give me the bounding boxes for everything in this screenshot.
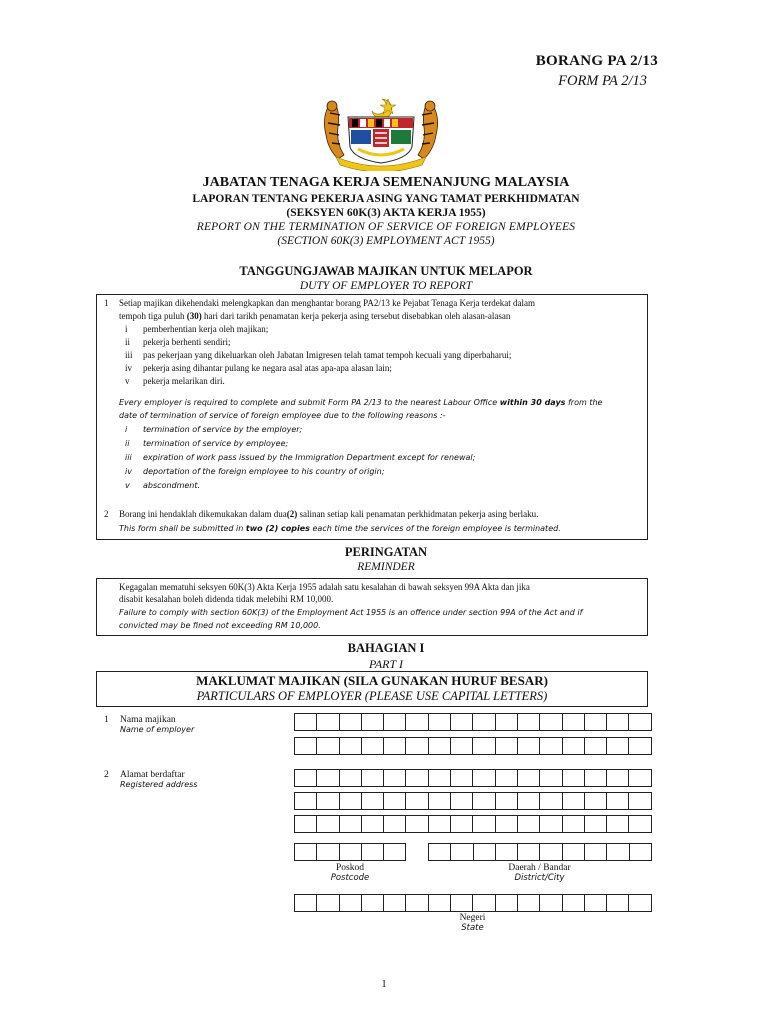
character-cell[interactable]: [585, 769, 607, 787]
character-cell[interactable]: [607, 843, 629, 861]
character-cell[interactable]: [473, 894, 495, 912]
reminder-line4: convicted may be fined not exceeding RM 10,000.: [119, 621, 321, 630]
character-cell[interactable]: [607, 713, 629, 731]
character-cell[interactable]: [518, 843, 540, 861]
character-cell[interactable]: [518, 894, 540, 912]
reason-number: iv: [125, 363, 133, 373]
character-cell[interactable]: [607, 792, 629, 810]
character-cell[interactable]: [340, 843, 362, 861]
character-cell[interactable]: [429, 843, 451, 861]
character-cell[interactable]: [563, 713, 585, 731]
character-cell[interactable]: [540, 769, 562, 787]
state-caption: Negeri State: [459, 913, 486, 933]
character-cell[interactable]: [340, 815, 362, 833]
character-cell[interactable]: [362, 792, 384, 810]
employer-name-label: Nama majikan Name of employer: [120, 715, 195, 734]
character-cell[interactable]: [429, 713, 451, 731]
character-cell[interactable]: [429, 815, 451, 833]
duty-heading: TANGGUNGJAWAB MAJIKAN UNTUK MELAPOR: [239, 264, 533, 278]
character-cell[interactable]: [384, 792, 406, 810]
registered-address-label: Alamat berdaftar Registered address: [120, 770, 198, 789]
character-cell[interactable]: [317, 792, 339, 810]
district-caption: Daerah / Bandar District/City: [508, 863, 571, 883]
character-cell[interactable]: [362, 769, 384, 787]
reminder-box: [96, 578, 648, 636]
character-cell[interactable]: [406, 713, 428, 731]
character-cell[interactable]: [317, 843, 339, 861]
character-cell[interactable]: [540, 737, 562, 755]
field-number: 1: [104, 715, 109, 725]
character-cell[interactable]: [317, 737, 339, 755]
character-cell[interactable]: [585, 737, 607, 755]
character-cell[interactable]: [295, 713, 317, 731]
reminder-line1: Kegagalan mematuhi seksyen 60K(3) Akta Kerja 1955 adalah satu kesalahan di bawah seksyen 99A Akta dan jika: [119, 582, 530, 592]
address-row-1[interactable]: [294, 769, 652, 787]
reason-number: iii: [125, 453, 132, 462]
character-cell[interactable]: [496, 737, 518, 755]
character-cell[interactable]: [607, 769, 629, 787]
reason-number: v: [125, 376, 130, 386]
tiger-right-icon: [418, 101, 438, 159]
character-cell[interactable]: [451, 769, 473, 787]
character-cell[interactable]: [563, 737, 585, 755]
character-cell[interactable]: [451, 815, 473, 833]
character-cell[interactable]: [451, 894, 473, 912]
reason-item-ms: pekerja berhenti sendiri;: [143, 337, 231, 347]
duty-heading-en: DUTY OF EMPLOYER TO REPORT: [299, 280, 473, 292]
reason-item-en: termination of service by employee;: [143, 439, 289, 448]
character-cell[interactable]: [362, 737, 384, 755]
item-number: 1: [104, 298, 109, 308]
character-cell[interactable]: [384, 769, 406, 787]
character-cell[interactable]: [406, 769, 428, 787]
character-cell[interactable]: [629, 792, 651, 810]
particulars-title: MAKLUMAT MAJIKAN (SILA GUNAKAN HURUF BESAR): [196, 673, 548, 688]
item2-text-en: This form shall be submitted in two (2) copies each time the services of the foreign employee is terminated.: [119, 524, 561, 533]
character-cell[interactable]: [473, 815, 495, 833]
reason-item-ms: pas pekerjaan yang dikeluarkan oleh Jabatan Imigresen telah tamat tempoh kecuali yang diperbaharui;: [143, 350, 512, 360]
character-cell[interactable]: [473, 713, 495, 731]
malaysia-coat-of-arms-icon: [318, 97, 444, 171]
character-cell[interactable]: [563, 843, 585, 861]
field-number: 2: [104, 770, 109, 780]
reason-number: iv: [125, 467, 132, 476]
reason-number: i: [125, 324, 128, 334]
character-cell[interactable]: [429, 769, 451, 787]
form-code: BORANG PA 2/13: [535, 53, 658, 69]
character-cell[interactable]: [384, 737, 406, 755]
employer-name-row-1[interactable]: [294, 713, 652, 731]
reason-number: i: [125, 425, 128, 434]
character-cell[interactable]: [384, 713, 406, 731]
reminder-heading: PERINGATAN: [344, 545, 428, 559]
character-cell[interactable]: [563, 815, 585, 833]
character-cell[interactable]: [607, 894, 629, 912]
employer-name-row-2[interactable]: [294, 737, 652, 755]
character-cell[interactable]: [518, 713, 540, 731]
character-cell[interactable]: [585, 792, 607, 810]
form-code-en: FORM PA 2/13: [558, 73, 647, 89]
item1-en-line1: Every employer is required to complete and submit Form PA 2/13 to the nearest Labour Office within 30 days from the: [119, 398, 603, 407]
character-cell[interactable]: [474, 843, 496, 861]
character-cell[interactable]: [518, 769, 540, 787]
character-cell[interactable]: [406, 737, 428, 755]
item-number: 2: [104, 509, 109, 519]
character-cell[interactable]: [295, 737, 317, 755]
section-ref-ms: (SEKSYEN 60K(3) AKTA KERJA 1955): [286, 207, 486, 219]
character-cell[interactable]: [473, 769, 495, 787]
character-cell[interactable]: [295, 815, 317, 833]
reminder-line3: Failure to comply with section 60K(3) of the Employment Act 1955 is an offence under section 99A of the Act and if: [119, 608, 583, 617]
character-cell[interactable]: [429, 737, 451, 755]
reason-item-en: abscondment.: [143, 481, 201, 490]
character-cell[interactable]: [540, 815, 562, 833]
character-cell[interactable]: [340, 792, 362, 810]
character-cell[interactable]: [540, 792, 562, 810]
character-cell[interactable]: [585, 894, 607, 912]
character-cell[interactable]: [630, 843, 652, 861]
character-cell[interactable]: [496, 792, 518, 810]
character-cell[interactable]: [585, 713, 607, 731]
reason-number: ii: [125, 439, 130, 448]
character-cell[interactable]: [496, 769, 518, 787]
part-heading-en: PART I: [369, 657, 403, 671]
page-number: 1: [381, 978, 387, 990]
character-cell[interactable]: [585, 815, 607, 833]
reason-item-ms: pekerja melarikan diri.: [143, 376, 225, 386]
character-cell[interactable]: [429, 894, 451, 912]
character-cell[interactable]: [607, 737, 629, 755]
character-cell[interactable]: [340, 769, 362, 787]
character-cell[interactable]: [295, 894, 317, 912]
character-cell[interactable]: [629, 769, 651, 787]
character-cell[interactable]: [496, 815, 518, 833]
reason-item-en: termination of service by the employer;: [143, 425, 303, 434]
character-cell[interactable]: [563, 769, 585, 787]
character-cell[interactable]: [540, 713, 562, 731]
particulars-title-en: PARTICULARS OF EMPLOYER (PLEASE USE CAPITAL LETTERS): [196, 689, 548, 703]
character-cell[interactable]: [362, 843, 384, 861]
district-city-boxes[interactable]: [428, 843, 652, 861]
character-cell[interactable]: [496, 713, 518, 731]
character-cell[interactable]: [406, 792, 428, 810]
character-cell[interactable]: [540, 894, 562, 912]
item1-line2: tempoh tiga puluh (30) hari dari tarikh penamatan kerja pekerja asing tersebut disebabkan oleh alasan-alasan: [119, 311, 511, 321]
character-cell[interactable]: [585, 843, 607, 861]
reason-item-en: expiration of work pass issued by the Immigration Department except for renewal;: [143, 453, 476, 462]
character-cell[interactable]: [451, 792, 473, 810]
character-cell[interactable]: [563, 792, 585, 810]
character-cell[interactable]: [295, 792, 317, 810]
character-cell[interactable]: [629, 737, 651, 755]
character-cell[interactable]: [317, 713, 339, 731]
character-cell[interactable]: [340, 713, 362, 731]
part-heading: BAHAGIAN I: [347, 641, 425, 655]
character-cell[interactable]: [317, 894, 339, 912]
department-title: JABATAN TENAGA KERJA SEMENANJUNG MALAYSIA: [202, 175, 570, 190]
character-cell[interactable]: [518, 792, 540, 810]
character-cell[interactable]: [451, 843, 473, 861]
character-cell[interactable]: [451, 737, 473, 755]
character-cell[interactable]: [384, 843, 406, 861]
particulars-box: [96, 671, 648, 707]
character-cell[interactable]: [607, 815, 629, 833]
postcode-caption: Poskod Postcode: [330, 863, 370, 883]
duty-box: [96, 294, 648, 540]
character-cell[interactable]: [629, 894, 651, 912]
item1-en-line2: date of termination of service of foreign employee due to the following reasons :-: [119, 411, 446, 420]
character-cell[interactable]: [406, 894, 428, 912]
character-cell[interactable]: [362, 894, 384, 912]
character-cell[interactable]: [629, 815, 651, 833]
reason-number: iii: [125, 350, 133, 360]
reminder-line2: disabit kesalahan boleh didenda tidak melebihi RM 10,000.: [119, 594, 334, 604]
address-row-2[interactable]: [294, 792, 652, 810]
reminder-heading-en: REMINDER: [357, 561, 415, 573]
character-cell[interactable]: [563, 894, 585, 912]
report-title-ms: LAPORAN TENTANG PEKERJA ASING YANG TAMAT PERKHIDMATAN: [192, 193, 580, 205]
character-cell[interactable]: [295, 843, 317, 861]
character-cell[interactable]: [362, 713, 384, 731]
character-cell[interactable]: [340, 737, 362, 755]
reason-item-en: deportation of the foreign employee to his country of origin;: [143, 467, 385, 476]
reason-number: v: [125, 481, 130, 490]
character-cell[interactable]: [518, 815, 540, 833]
character-cell[interactable]: [406, 815, 428, 833]
character-cell[interactable]: [473, 792, 495, 810]
character-cell[interactable]: [317, 769, 339, 787]
reason-item-ms: pemberhentian kerja oleh majikan;: [143, 324, 269, 334]
address-row-3[interactable]: [294, 815, 652, 833]
character-cell[interactable]: [429, 792, 451, 810]
report-title-en: REPORT ON THE TERMINATION OF SERVICE OF FOREIGN EMPLOYEES: [196, 221, 576, 233]
character-cell[interactable]: [518, 737, 540, 755]
item2-text: Borang ini hendaklah dikemukakan dalam dua(2) salinan setiap kali penamatan perkhidmatan pekerja asing berlaku.: [119, 509, 539, 519]
character-cell[interactable]: [317, 815, 339, 833]
character-cell[interactable]: [340, 894, 362, 912]
character-cell[interactable]: [362, 815, 384, 833]
character-cell[interactable]: [451, 713, 473, 731]
item1-line1: Setiap majikan dikehendaki melengkapkan dan menghantar borang PA2/13 ke Pejabat Tenaga Kerja terdekat dalam: [119, 298, 535, 308]
character-cell[interactable]: [540, 843, 562, 861]
character-cell[interactable]: [496, 843, 518, 861]
reason-item-ms: pekerja asing dihantar pulang ke negara asal atas apa-apa alasan lain;: [143, 363, 392, 373]
reason-number: ii: [125, 337, 131, 347]
character-cell[interactable]: [295, 769, 317, 787]
character-cell[interactable]: [496, 894, 518, 912]
character-cell[interactable]: [384, 894, 406, 912]
character-cell[interactable]: [473, 737, 495, 755]
tiger-left-icon: [324, 101, 344, 159]
postcode-boxes[interactable]: [294, 843, 406, 861]
character-cell[interactable]: [384, 815, 406, 833]
state-boxes[interactable]: [294, 894, 652, 912]
character-cell[interactable]: [629, 713, 651, 731]
section-ref-en: (SECTION 60K(3) EMPLOYMENT ACT 1955): [277, 235, 495, 247]
